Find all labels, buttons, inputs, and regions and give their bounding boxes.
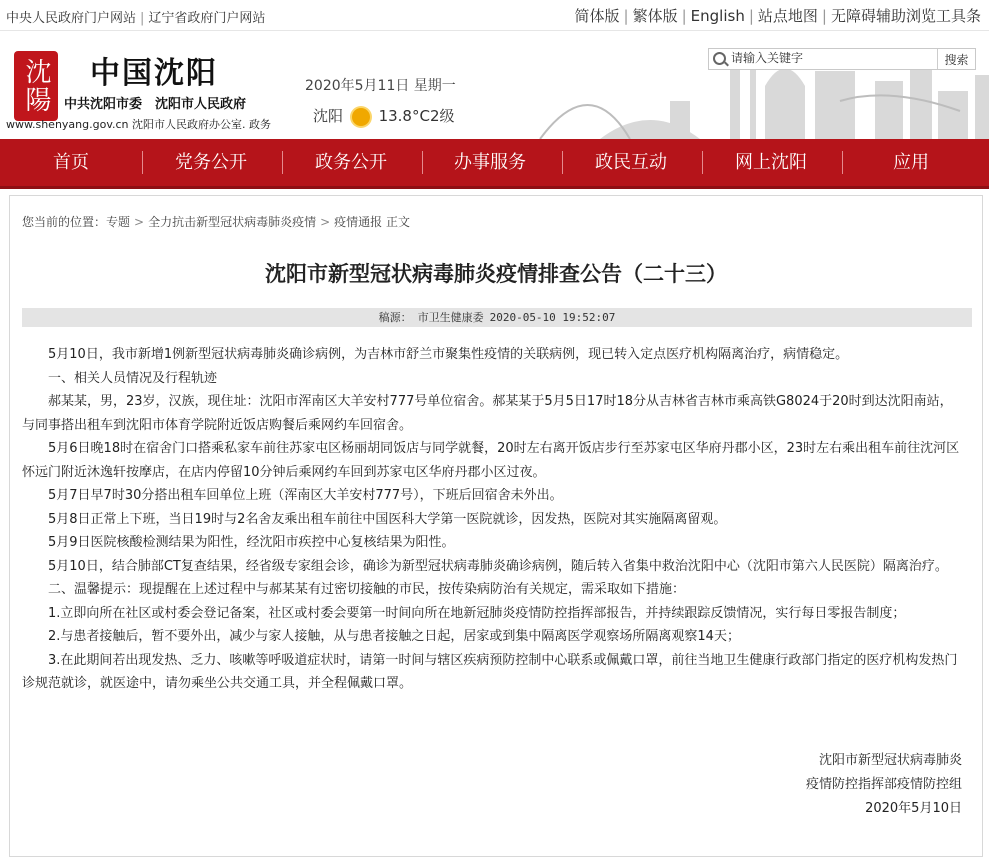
paragraph: 5月9日医院核酸检测结果为阳性，经沈阳市疾控中心复核结果为阳性。 [48, 535, 455, 550]
article-title: 沈阳市新型冠状病毒肺炎疫情排查公告（二十三） [265, 262, 727, 286]
link-liaoning-gov[interactable]: 辽宁省政府门户网站 [148, 11, 266, 26]
section-heading: 二、温馨提示：现提醒在上述过程中与郝某某有过密切接触的市民，按传染病防治有关规定，需采取如下措施： [48, 582, 686, 597]
search-box [708, 48, 976, 70]
search-input[interactable] [731, 50, 936, 66]
city-seal-logo[interactable]: 沈陽 [14, 51, 58, 121]
link-simplified[interactable]: 简体版 [574, 7, 620, 25]
current-date: 2020年5月11日 星期一 [305, 78, 456, 94]
paragraph: 5月7日早7时30分搭出租车回单位上班（浑南区大羊安村777号），下班后回宿舍未外出。 [48, 488, 563, 503]
source-name: 市卫生健康委 [417, 311, 484, 324]
paragraph: 郝某某，男，23岁，汉族，现住址：沈阳市浑南区大羊安村777号单位宿舍。郝某某于5月5日17时18分从吉林省吉林市乘高铁G8024于20时到达沈阳南站，与同事搭出租车到沈阳市体育学院附近饭店购餐后乘网约车回宿舍。 [22, 394, 953, 433]
breadcrumb-current: 正文 [386, 215, 411, 229]
nav-interaction[interactable]: 政民互动 [595, 152, 667, 173]
article-body [22, 343, 960, 696]
link-sitemap[interactable]: 站点地图 [757, 7, 818, 25]
paragraph: 3.在此期间若出现发热、乏力、咳嗽等呼吸道症状时，请第一时间与辖区疾病预防控制中心联系或佩戴口罩，前往当地卫生健康行政部门指定的医疗机构发热门诊规范就诊，就医途中，请勿乘坐公共交通工具，并全程佩戴口罩。 [22, 652, 958, 691]
site-title[interactable]: 中国沈阳 [90, 56, 218, 91]
paragraph: 5月6日晚18时在宿舍门口搭乘私家车前往苏家屯区杨丽胡同饭店与同学就餐，20时左右离开饭店步行至苏家屯区华府丹郡小区，23时左右乘出租车前往沈河区怀远门附近沐逸轩按摩店，在店内停留10分钟后乘网约车回到苏家屯区华府丹郡小区过夜。 [22, 441, 960, 480]
paragraph: 5月8日正常上下班，当日19时与2名舍友乘出租车前往中国医科大学第一医院就诊，因发热，医院对其实施隔离留观。 [48, 511, 727, 527]
nav-divider [142, 151, 143, 174]
top-links-left [6, 7, 265, 26]
paragraph: 5月10日，结合肺部CT复查结果，经省级专家组会诊，确诊为新型冠状病毒肺炎确诊病例，随后转入省集中救治沈阳中心（沈阳市第六人民医院）隔离治疗。 [48, 558, 948, 574]
link-english[interactable]: English [690, 7, 745, 25]
signature-org-line1: 沈阳市新型冠状病毒肺炎 [818, 753, 962, 768]
search-button[interactable]: 搜索 [937, 49, 975, 69]
sun-icon [352, 108, 370, 126]
signature-org-line2: 疫情防控指挥部疫情防控组 [805, 777, 962, 792]
publish-datetime: 2020-05-10 19:52:07 [489, 311, 616, 324]
nav-online-shenyang[interactable]: 网上沈阳 [735, 152, 807, 173]
nav-gov-affairs[interactable]: 政务公开 [315, 152, 387, 173]
top-link-bar [0, 0, 989, 31]
breadcrumb-topic[interactable]: 专题 [106, 215, 131, 229]
nav-divider [282, 151, 283, 174]
section-heading: 一、相关人员情况及行程轨迹 [48, 370, 218, 386]
top-links-right: 简体版 | 繁体版 | English | 站点地图 | 无障碍辅助浏览工具条 [574, 7, 981, 25]
link-central-gov[interactable]: 中央人民政府门户网站 [6, 11, 137, 26]
nav-apps[interactable]: 应用 [893, 152, 929, 173]
search-icon [713, 52, 726, 65]
link-accessibility[interactable]: 无障碍辅助浏览工具条 [830, 7, 981, 25]
source-label: 稿源： [378, 311, 412, 324]
nav-services[interactable]: 办事服务 [454, 152, 526, 173]
link-traditional[interactable]: 繁体版 [632, 7, 678, 25]
breadcrumb: 您当前的位置：专题 > 全力抗击新型冠状病毒肺炎疫情 > 疫情通报 正文 [22, 215, 411, 229]
separator: | [140, 11, 145, 26]
breadcrumb-covid-topic[interactable]: 全力抗击新型冠状病毒肺炎疫情 [148, 215, 317, 229]
weather-city: 沈阳 [313, 107, 344, 125]
main-nav [0, 139, 989, 189]
signature-date: 2020年5月10日 [865, 801, 962, 816]
nav-divider [562, 151, 563, 174]
site-header [0, 31, 989, 139]
paragraph: 1.立即向所在社区或村委会登记备案，社区或村委会要第一时间向所在地新冠肺炎疫情防控指挥部报告，并持续跟踪反馈情况，实行每日零报告制度； [48, 605, 906, 621]
article-signature [806, 749, 962, 821]
breadcrumb-bulletin[interactable]: 疫情通报 [334, 215, 383, 229]
weather-widget [313, 105, 455, 126]
paragraph: 2.与患者接触后，暂不要外出，减少与家人接触，从与患者接触之日起，居家或到集中隔离医学观察场所隔离观察14天； [48, 629, 740, 644]
nav-home[interactable]: 首页 [53, 152, 89, 173]
nav-divider [842, 151, 843, 174]
nav-divider [702, 151, 703, 174]
paragraph: 5月10日，我市新增1例新型冠状病毒肺炎确诊病例，为吉林市舒兰市聚集性疫情的关联病例，现已转入定点医疗机构隔离治疗，病情稳定。 [48, 347, 849, 362]
breadcrumb-prefix: 您当前的位置： [22, 215, 107, 229]
article-container [9, 195, 983, 857]
nav-divider [422, 151, 423, 174]
nav-party-affairs[interactable]: 党务公开 [175, 152, 247, 173]
article-meta [22, 308, 972, 327]
site-url: www.shenyang.gov.cn 沈阳市人民政府办公室. 政务 [6, 118, 271, 131]
weather-text: 13.8°C2级 [378, 107, 455, 125]
site-subtitle: 中共沈阳市委 沈阳市人民政府 [64, 97, 247, 112]
